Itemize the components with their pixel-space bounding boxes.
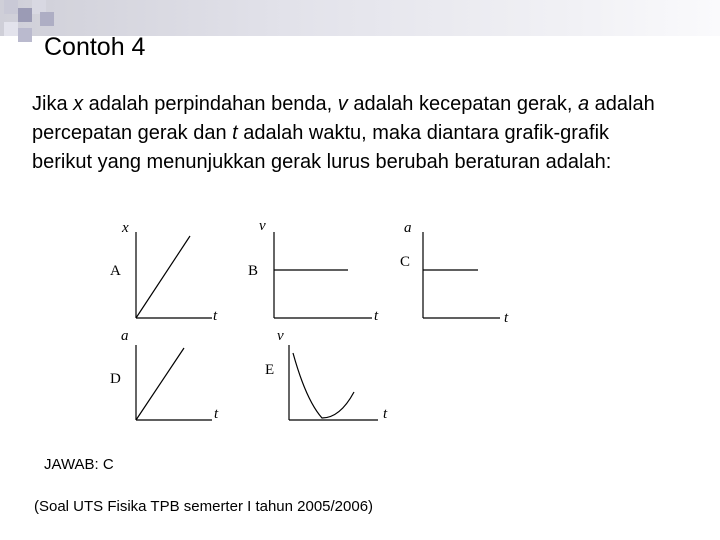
graph-d-xlabel: t: [214, 406, 219, 422]
graph-a-letter: A: [110, 263, 121, 279]
graph-d-letter: D: [110, 371, 121, 387]
graph-d-ylabel: a: [121, 328, 129, 344]
var-x: x: [73, 93, 84, 115]
graph-e-letter: E: [265, 362, 275, 378]
graph-e-ylabel: v: [277, 328, 284, 344]
graph-a-ylabel: x: [122, 220, 129, 236]
question-text: Jika x adalah perpindahan benda, v adalah kecepatan gerak, a adalah percepatan gerak dan t adalah waktu, maka diantara grafik-grafik berikut yang menunjukkan gerak lurus berubah beraturan adalah:: [32, 93, 655, 173]
graph-c-axes: [423, 232, 500, 318]
slide-title: Contoh 4: [44, 33, 146, 61]
graph-b-ylabel: v: [259, 218, 266, 234]
graph-c-letter: C: [400, 254, 411, 270]
var-t: t: [232, 122, 238, 144]
graph-a-curve: [136, 236, 190, 318]
graph-b-xlabel: t: [374, 308, 379, 324]
var-a: a: [577, 93, 590, 115]
graph-c-ylabel: a: [404, 220, 412, 236]
graph-b-axes: [274, 232, 372, 318]
graph-b-letter: B: [248, 263, 259, 279]
graph-a-axes: [136, 232, 212, 318]
graph-d-axes: [136, 345, 212, 420]
answer-text: JAWAB: C: [44, 456, 114, 473]
var-v: v: [337, 93, 348, 115]
graph-e-curve: [293, 353, 354, 418]
graph-d-curve: [136, 348, 184, 420]
source-note: (Soal UTS Fisika TPB semerter I tahun 2005/2006): [34, 498, 374, 515]
graph-e-xlabel: t: [383, 406, 388, 422]
graph-a-xlabel: t: [213, 308, 218, 324]
graph-c-xlabel: t: [504, 310, 509, 326]
